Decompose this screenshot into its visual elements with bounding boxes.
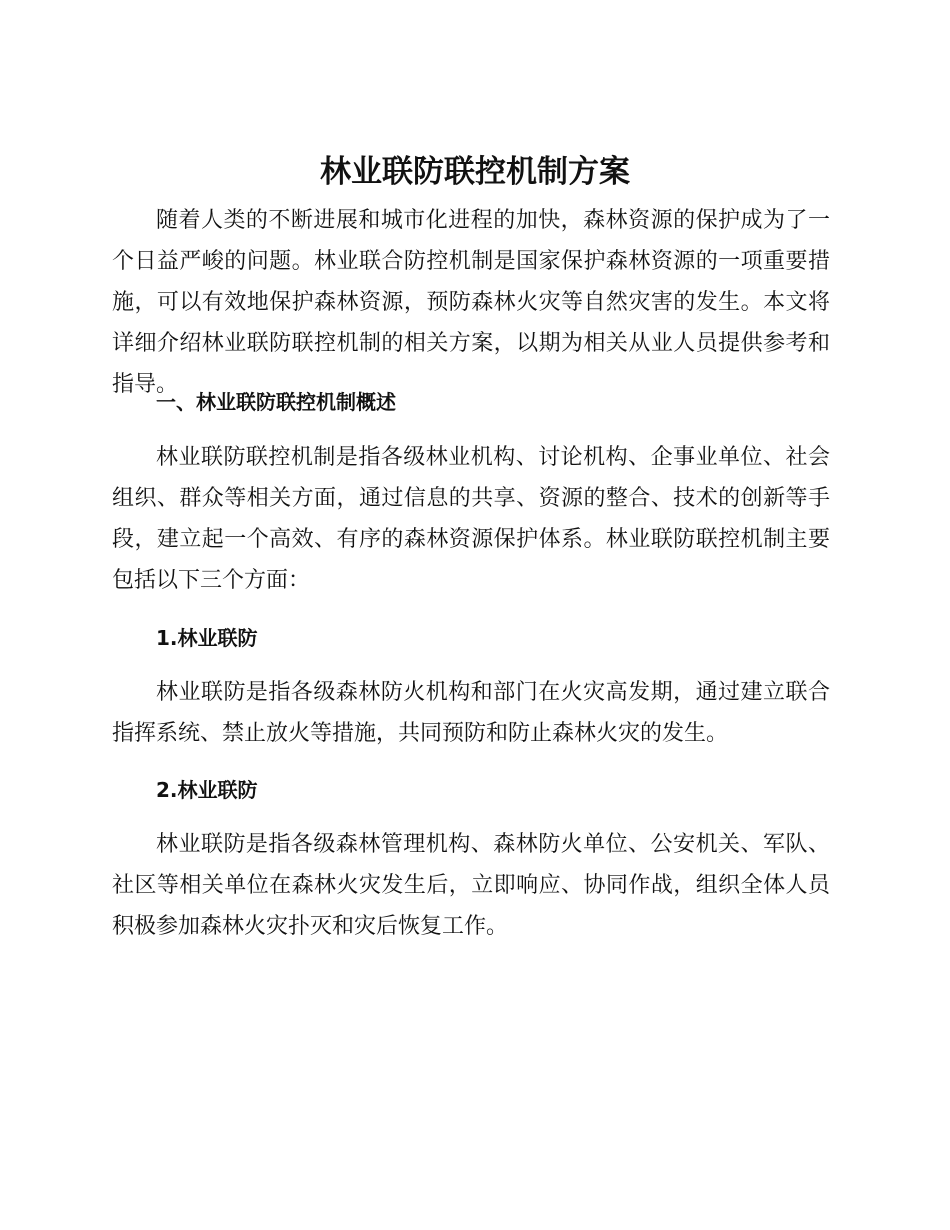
section-body-2: 林业联防是指各级森林管理机构、森林防火单位、公安机关、军队、社区等相关单位在森林火灾发生后，立即响应、协同作战，组织全体人员积极参加森林火灾扑灭和灾后恢复工作。	[112, 832, 830, 939]
section-heading-overview: 一、林业联防联控机制概述	[156, 390, 396, 414]
section-body-1: 林业联防是指各级森林防火机构和部门在火灾高发期，通过建立联合指挥系统、禁止放火等措施，共同预防和防止森林火灾的发生。	[112, 680, 830, 746]
section-heading-1: 1.林业联防	[156, 626, 258, 650]
section-body-overview: 林业联防联控机制是指各级林业机构、讨论机构、企事业单位、社会组织、群众等相关方面，通过信息的共享、资源的整合、技术的创新等手段，建立起一个高效、有序的森林资源保护体系。林业联防联控机制主要包括以下三个方面：	[112, 445, 830, 593]
section-heading-2: 2.林业联防	[156, 778, 258, 802]
document-title: 林业联防联控机制方案	[320, 154, 630, 190]
intro-paragraph: 随着人类的不断进展和城市化进程的加快，森林资源的保护成为了一个日益严峻的问题。林业联合防控机制是国家保护森林资源的一项重要措施，可以有效地保护森林资源，预防森林火灾等自然灾害的发生。本文将详细介绍林业联防联控机制的相关方案，以期为相关从业人员提供参考和指导。	[112, 208, 830, 397]
